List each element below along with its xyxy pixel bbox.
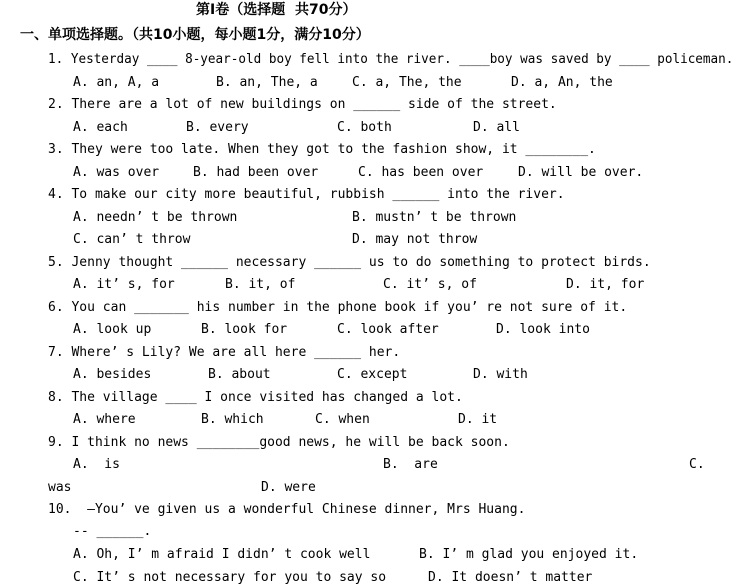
question-9-option-c-continued: was <box>48 480 72 495</box>
question-4-option-a: A. needn’ t be thrown <box>73 210 238 225</box>
question-9-stem: 9. I think no news ________good news, he will be back soon. <box>48 435 510 450</box>
question-10-option-a: A. Oh, I’ m afraid I didn’ t cook well <box>73 547 371 562</box>
question-6-option-a: A. look up <box>73 322 152 337</box>
question-6-option-c: C. look after <box>337 322 439 337</box>
question-8-option-c: C. when <box>315 412 370 427</box>
question-9-option-b: B. are <box>383 457 438 472</box>
question-10-option-c: C. It’ s not necessary for you to say so <box>73 570 387 585</box>
question-10-option-b: B. I’ m glad you enjoyed it. <box>419 547 639 562</box>
question-2-option-b: B. every <box>186 120 249 135</box>
question-6-option-b: B. look for <box>201 322 288 337</box>
question-4-stem: 4. To make our city more beautiful, rubbish ______ into the river. <box>48 187 565 202</box>
question-1-option-a: A. an, A, a <box>73 75 160 90</box>
question-7-option-c: C. except <box>337 367 408 382</box>
section-heading: 一、单项选择题。（共10小题，每小题1分，满分10分） <box>20 27 370 43</box>
question-5-option-d: D. it, for <box>566 277 645 292</box>
paper-title: 第Ⅰ卷（选择题 共70分） <box>196 2 357 18</box>
question-5-option-a: A. it’ s, for <box>73 277 175 292</box>
question-7-option-b: B. about <box>208 367 271 382</box>
question-10-response-line: -- ______. <box>73 524 152 539</box>
question-3-option-a: A. was over <box>73 165 160 180</box>
question-7-option-d: D. with <box>473 367 528 382</box>
question-1-option-b: B. an, The, a <box>216 75 318 90</box>
question-4-option-d: D. may not throw <box>352 232 478 247</box>
question-1-stem: 1. Yesterday ____ 8-year-old boy fell into the river. ____boy was saved by ____ policeman. <box>48 52 734 67</box>
question-1-option-c: C. a, The, the <box>352 75 462 90</box>
question-3-option-b: B. had been over <box>193 165 319 180</box>
question-3-stem: 3. They were too late. When they got to the fashion show, it ________. <box>48 142 596 157</box>
question-6-option-d: D. look into <box>496 322 590 337</box>
question-8-option-d: D. it <box>458 412 498 427</box>
question-10-option-d: D. It doesn’ t matter <box>428 570 593 585</box>
question-7-option-a: A. besides <box>73 367 152 382</box>
question-2-option-c: C. both <box>337 120 392 135</box>
question-8-stem: 8. The village ____ I once visited has changed a lot. <box>48 390 463 405</box>
question-3-option-d: D. will be over. <box>518 165 644 180</box>
question-6-stem: 6. You can _______ his number in the phone book if you’ re not sure of it. <box>48 300 628 315</box>
question-3-option-c: C. has been over <box>358 165 484 180</box>
question-8-option-a: A. where <box>73 412 136 427</box>
question-8-option-b: B. which <box>201 412 264 427</box>
question-9-option-a: A. is <box>73 457 120 472</box>
question-5-option-c: C. it’ s, of <box>383 277 477 292</box>
question-10-stem: 10. —You’ ve given us a wonderful Chinese dinner, Mrs Huang. <box>48 502 526 517</box>
question-5-stem: 5. Jenny thought ______ necessary ______ us to do something to protect birds. <box>48 255 651 270</box>
question-1-option-d: D. a, An, the <box>511 75 613 90</box>
question-2-option-a: A. each <box>73 120 128 135</box>
question-7-stem: 7. Where’ s Lily? We are all here ______ her. <box>48 345 401 360</box>
question-2-option-d: D. all <box>473 120 520 135</box>
question-9-option-d: D. were <box>261 480 316 495</box>
question-2-stem: 2. There are a lot of new buildings on ______ side of the street. <box>48 97 557 112</box>
question-4-option-b: B. mustn’ t be thrown <box>352 210 517 225</box>
question-4-option-c: C. can’ t throw <box>73 232 191 247</box>
question-9-option-c: C. <box>689 457 705 472</box>
question-5-option-b: B. it, of <box>225 277 296 292</box>
